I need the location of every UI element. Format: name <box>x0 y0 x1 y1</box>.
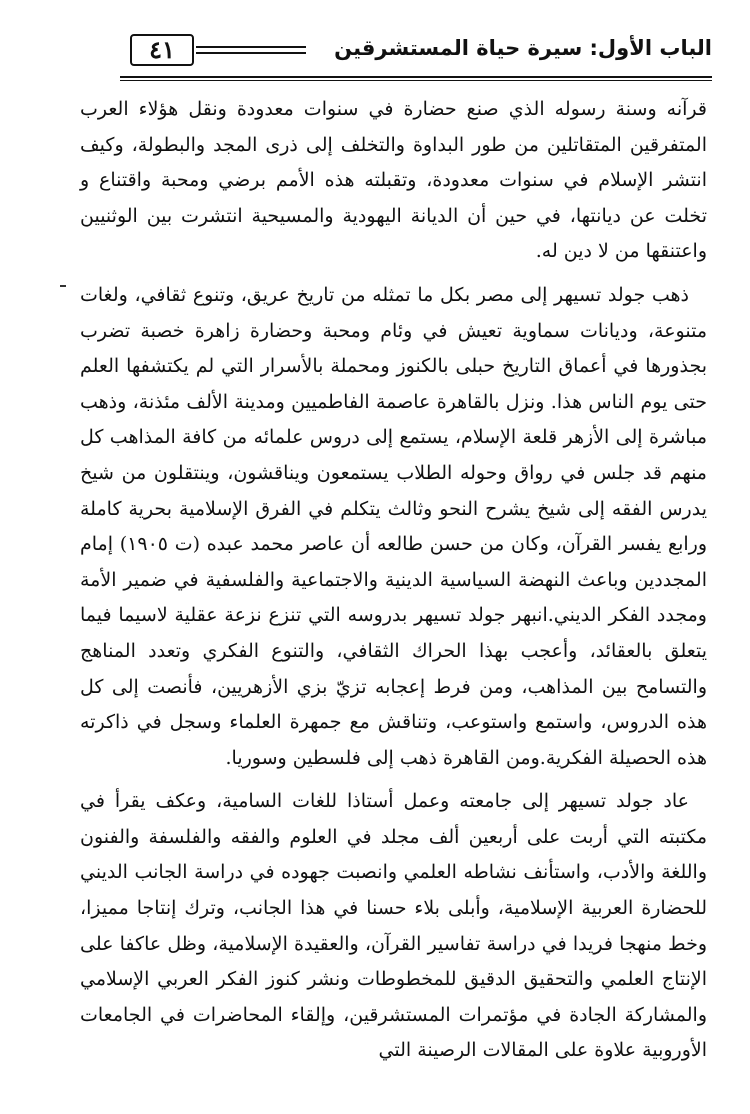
header-rule-line <box>196 46 306 48</box>
margin-mark <box>60 285 66 287</box>
header-double-rule <box>196 46 306 54</box>
page-number: ٤١ <box>130 34 194 66</box>
body-text <box>80 92 707 1069</box>
header-underline-thin <box>120 80 712 81</box>
header-underline <box>120 76 712 82</box>
paragraph: عاد جولد تسيهر إلى جامعته وعمل أستاذا للغات السامية، وعكف يقرأ في مكتبته التي أربت على أربعين ألف مجلد في العلوم والفقه والفلسفة والفنون واللغة والأدب، واستأنف نشاطه العلمي وانصبت جهوده في دراسة الجانب الديني للحضارة العربية الإسلامية، وأبلى بلاء حسنا في هذا الجانب، وترك إنتاجا مميزا، وخط منهجا فريدا في دراسة تفاسير القرآن، والعقيدة الإسلامية، وظل عاكفا على الإنتاج العلمي والتحقيق الدقيق للمخطوطات ونشر كنوز الفكر العربي الإسلامي والمشاركة الجادة في مؤتمرات المستشرقين، وإلقاء المحاضرات في الجامعات الأوروبية علاوة على المقالات الرصينة التي <box>80 790 708 1062</box>
paragraph: ذهب جولد تسيهر إلى مصر بكل ما تمثله من تاريخ عريق، وتنوع ثقافي، ولغات متنوعة، وديانات سماوية تعيش في وئام ومحبة وحضارة زاهرة خصبة تضرب بجذورها في أعماق التاريخ حبلى بالكنوز ومحملة بالأسرار التي لم يكتشفها العلم حتى يوم الناس هذا. ونزل بالقاهرة عاصمة الفاطميين ومدينة الألف مئذنة، وذهب مباشرة إلى الأزهر قلعة الإسلام، يستمع إلى دروس علمائه من كافة المذاهب كل منهم قد جلس في رواق وحوله الطلاب يستمعون ويناقشون، وينتقلون من شيخ يدرس الفقه إلى شيخ يشرح النحو وثالث يتكلم في الفرق الإسلامية بحرية كاملة ورابع يفسر القرآن، وكان من حسن طالعه أن عاصر محمد عبده (ت ١٩٠٥) إمام المجددين وباعث النهضة السياسية الدينية والاجتماعية والفلسفية في ضمير الأمة ومجدد الفكر الديني.انبهر جولد تسيهر بدروسه التي تنزع نزعة عقلية لاسيما فيما يتعلق بالعقائد، وأعجب بهذا الحراك الثقافي، والتنوع الفكري وتعدد المناهج والتسامح بين المذاهب، ومن فرط إعجابه تزيّ بزي الأزهريين، فأنصت إلى كل هذه الدروس، واستمع واستوعب، وتناقش مع جمهرة العلماء وسجل في ذاكرته هذه الحصيلة الفكرية.ومن القاهرة ذهب إلى فلسطين وسوريا. <box>80 283 708 769</box>
header-rule-line <box>196 52 306 54</box>
page-header <box>120 28 712 84</box>
header-underline-thick <box>120 76 712 78</box>
paragraph: قرآنه وسنة رسوله الذي صنع حضارة في سنوات معدودة ونقل هؤلاء العرب المتفرقين المتقاتلين من طور البداوة والتخلف إلى ذرى المجد والبطولة، وكيف انتشر الإسلام في سنوات معدودة، وتقبلته هذه الأمم برضي ومحبة واقتناع و تخلت عن ديانتها، في حين أن الديانة اليهودية والمسيحية انتشرت بين الوثنيين واعتنقها من لا دين له. <box>80 98 707 263</box>
chapter-title: الباب الأول: سيرة حياة المستشرقين <box>334 36 712 60</box>
